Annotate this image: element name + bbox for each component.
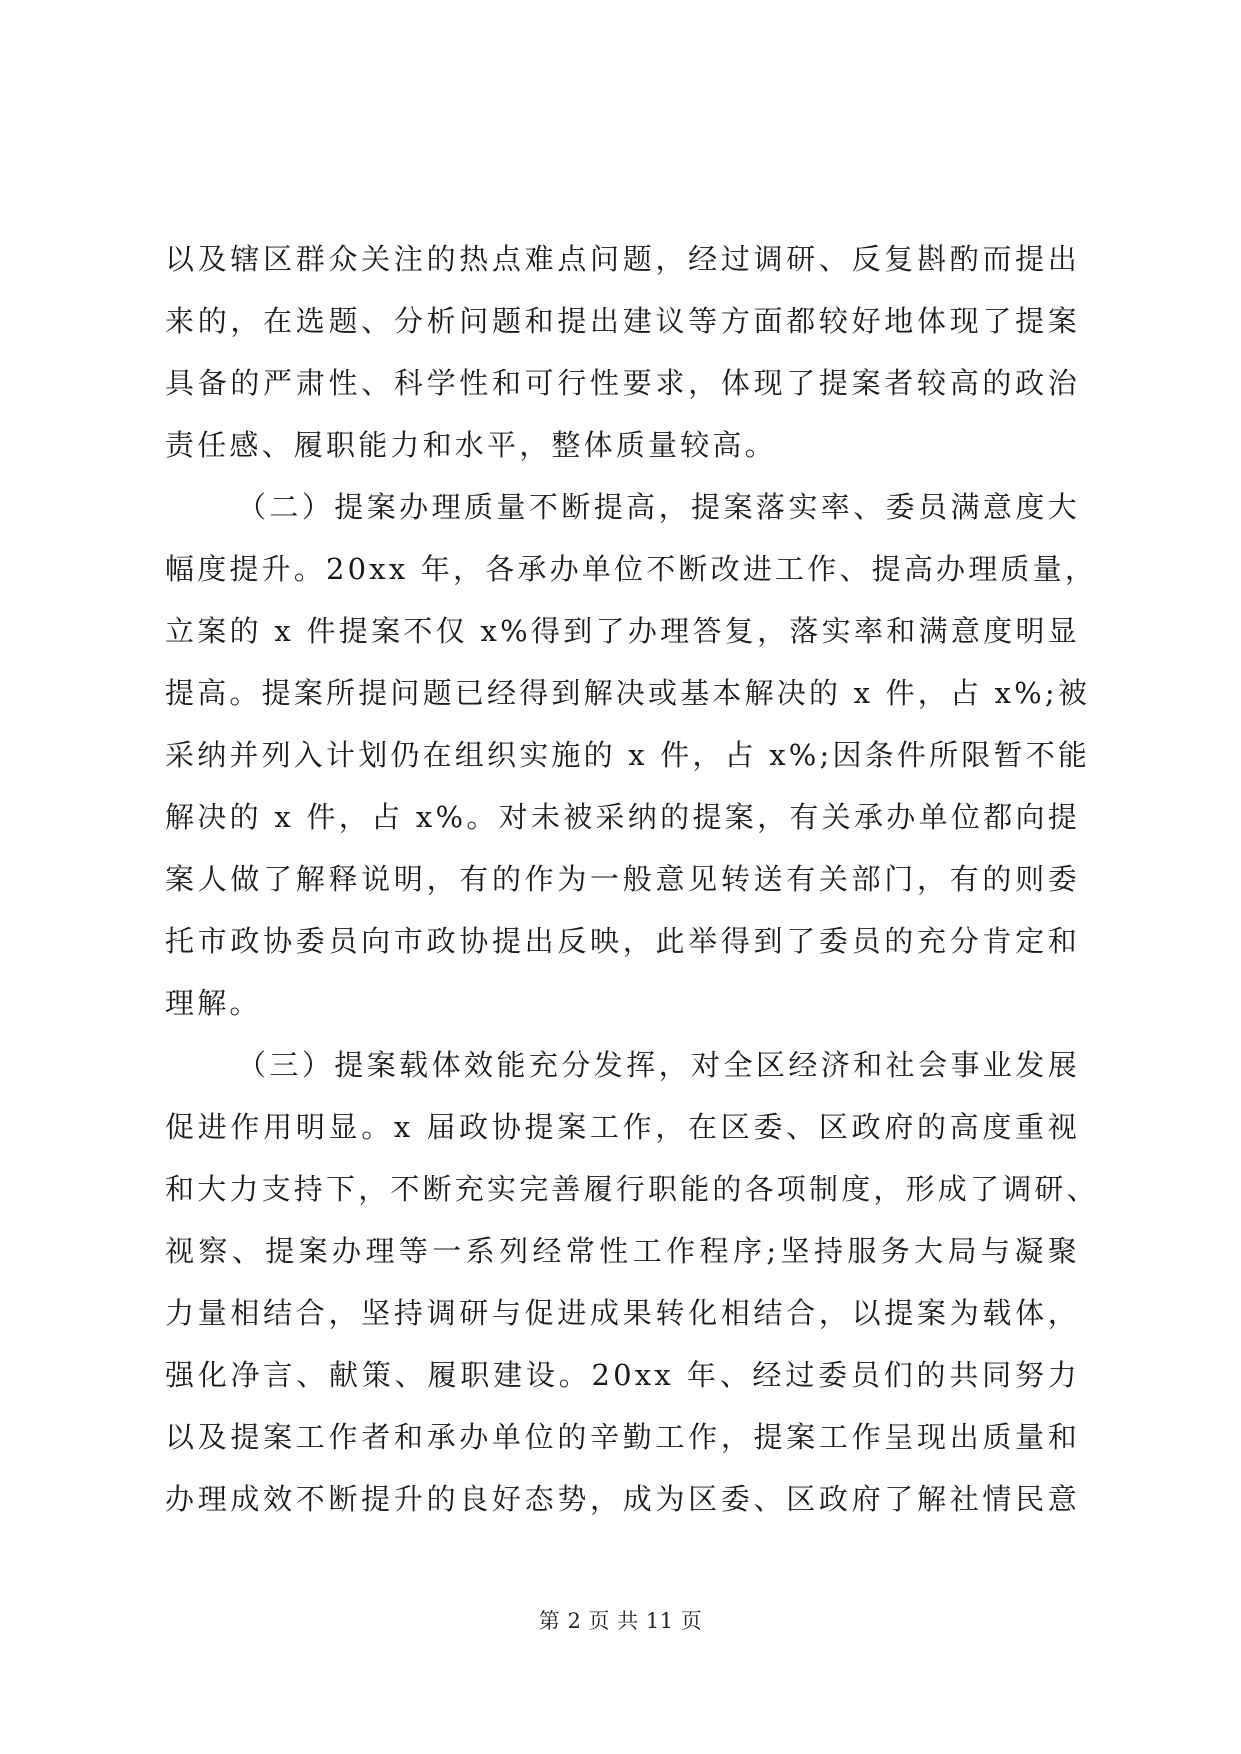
text-line: 立案的 x 件提案不仅 x%得到了办理答复，落实率和满意度明显 xyxy=(165,614,1080,648)
text-line: 和大力支持下，不断充实完善履行职能的各项制度，形成了调研、 xyxy=(165,1172,1099,1206)
text-line: 办理成效不断提升的良好态势，成为区委、区政府了解社情民意 xyxy=(165,1482,1080,1516)
text-line: 促进作用明显。x 届政协提案工作，在区委、区政府的高度重视 xyxy=(165,1110,1080,1144)
paragraph-heading-line: （三）提案载体效能充分发挥，对全区经济和社会事业发展 xyxy=(237,1048,1080,1082)
text-line: 托市政协委员向市政协提出反映，此举得到了委员的充分肯定和 xyxy=(165,924,1080,958)
text-line: 案人做了解释说明，有的作为一般意见转送有关部门，有的则委 xyxy=(165,862,1080,896)
text-line: 以及提案工作者和承办单位的辛勤工作，提案工作呈现出质量和 xyxy=(165,1420,1080,1454)
text-line: 采纳并列入计划仍在组织实施的 x 件，占 x%;因条件所限暂不能 xyxy=(165,738,1091,772)
paragraph-heading-line: （二）提案办理质量不断提高，提案落实率、委员满意度大 xyxy=(237,490,1080,524)
text-line: 解决的 x 件，占 x%。对未被采纳的提案，有关承办单位都向提 xyxy=(165,800,1080,834)
page-number-footer: 第 2 页 共 11 页 xyxy=(538,1609,703,1633)
text-line: 来的，在选题、分析问题和提出建议等方面都较好地体现了提案 xyxy=(165,304,1080,338)
text-line: 提高。提案所提问题已经得到解决或基本解决的 x 件，占 x%;被 xyxy=(165,676,1091,710)
text-line: 以及辖区群众关注的热点难点问题，经过调研、反复斟酌而提出 xyxy=(165,242,1080,276)
body-text xyxy=(165,228,1099,1530)
text-line: 视察、提案办理等一系列经常性工作程序;坚持服务大局与凝聚 xyxy=(165,1234,1080,1268)
text-line: 力量相结合，坚持调研与促进成果转化相结合，以提案为载体， xyxy=(165,1296,1080,1330)
text-line: 责任感、履职能力和水平，整体质量较高。 xyxy=(165,428,777,462)
text-line: 强化净言、献策、履职建设。20xx 年、经过委员们的共同努力 xyxy=(165,1358,1080,1392)
text-line: 理解。 xyxy=(165,986,262,1020)
text-line: 幅度提升。20xx 年，各承办单位不断改进工作、提高办理质量， xyxy=(165,552,1098,586)
text-line: 具备的严肃性、科学性和可行性要求，体现了提案者较高的政治 xyxy=(165,366,1080,400)
